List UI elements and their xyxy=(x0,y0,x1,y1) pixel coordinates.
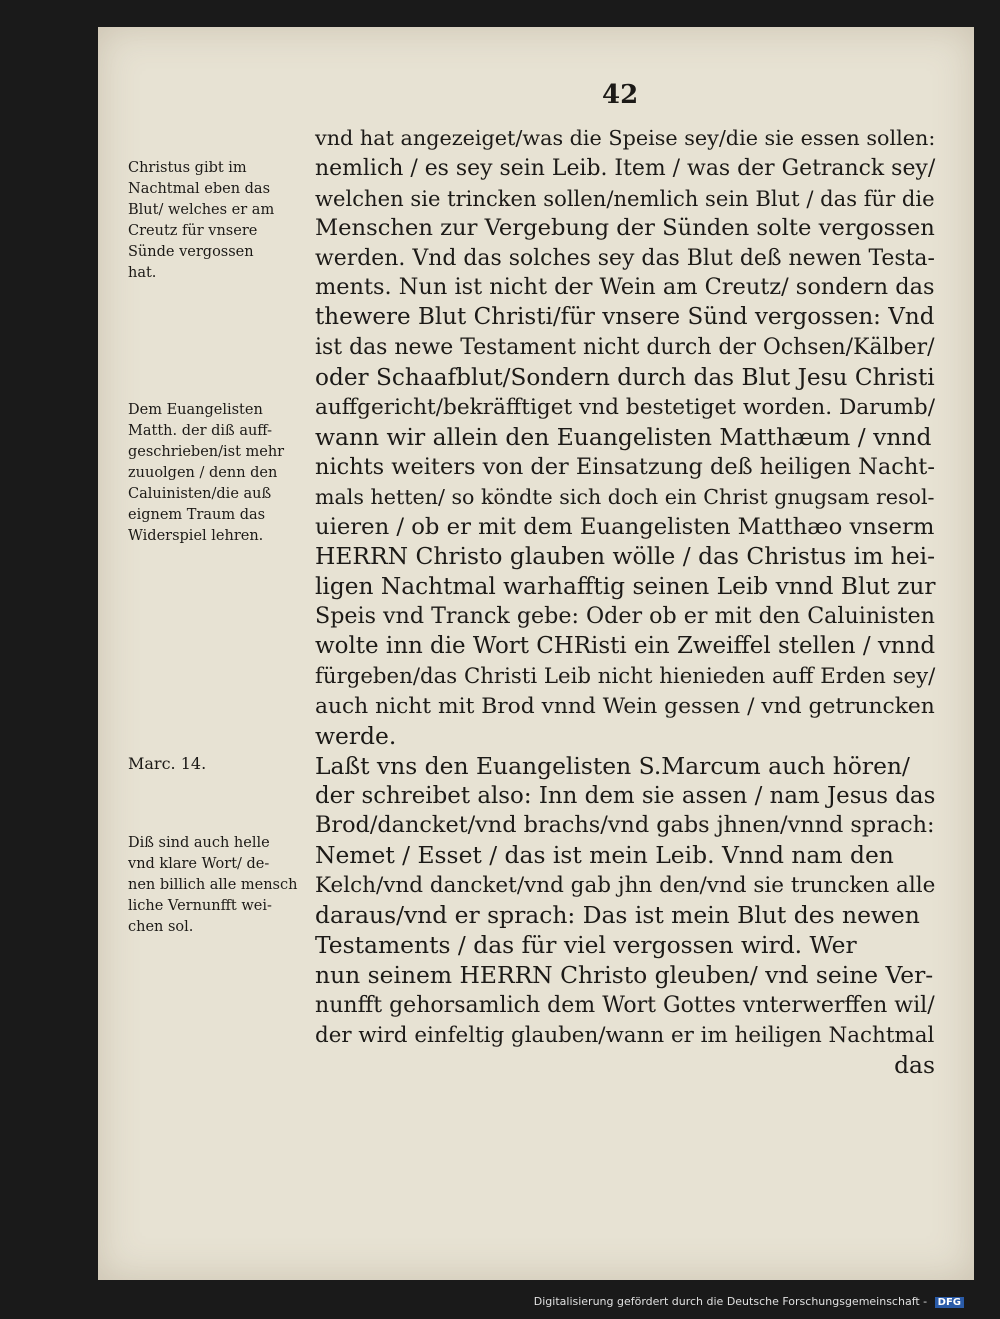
margin-note-line: vnd klare Wort/ de- xyxy=(128,856,270,872)
margin-note-line: Widerspiel lehren. xyxy=(128,528,264,544)
text-line: nemlich / es sey sein Leib. Item / was der Getranck sey/ xyxy=(315,155,936,181)
text-line: der schreibet also: Inn dem sie assen / nam Jesus das xyxy=(315,782,936,809)
margin-note-line: geschrieben/ist mehr xyxy=(128,444,285,460)
text-line: Speis vnd Tranck gebe: Oder ob er mit den Caluinisten xyxy=(315,603,935,630)
text-line: wolte inn die Wort CHRisti ein Zweiffel stellen / vnnd xyxy=(315,633,936,660)
margin-note-line: Sünde vergossen xyxy=(128,244,254,260)
text-line: Laßt vns den Euangelisten S.Marcum auch hören/ xyxy=(315,751,910,780)
margin-note-christus xyxy=(128,158,310,284)
catchword: das xyxy=(894,1050,935,1079)
text-line: oder Schaafblut/Sondern durch das Blut Jesu Christi xyxy=(315,364,935,392)
margin-note-line: Marc. 14. xyxy=(128,754,207,773)
text-line: ments. Nun ist nicht der Wein am Creutz/ sondern das xyxy=(315,274,935,301)
margin-note-line: eignem Traum das xyxy=(128,507,266,523)
text-line: Menschen zur Vergebung der Sünden solte vergossen xyxy=(315,214,935,241)
text-line: Nemet / Esset / das ist mein Leib. Vnnd nam den xyxy=(315,841,894,870)
text-line: werde. xyxy=(315,721,397,750)
text-line: thewere Blut Christi/für vnsere Sünd vergossen: Vnd xyxy=(315,304,935,331)
text-line: ist das newe Testament nicht durch der Ochsen/Kälber/ xyxy=(315,335,935,361)
margin-note-wort xyxy=(128,833,310,938)
text-line: wann wir allein den Euangelisten Matthæum / vnnd xyxy=(315,422,932,451)
text-line: HERRN Christo glauben wölle / das Christus im hei- xyxy=(315,542,936,571)
text-line: uieren / ob er mit dem Euangelisten Matthæo vnserm xyxy=(315,513,935,540)
text-line: nun seinem HERRN Christo gleuben/ vnd seine Ver- xyxy=(315,960,934,989)
main-text-column xyxy=(315,124,935,1081)
margin-note-line: Matth. der diß auff- xyxy=(128,423,272,439)
digitization-footer xyxy=(534,1295,964,1308)
margin-note-line: Nachtmal eben das xyxy=(128,181,271,197)
margin-note-line: zuuolgen / denn den xyxy=(128,465,278,481)
margin-note-line: chen sol. xyxy=(128,919,194,935)
text-line: ligen Nachtmal warhafftig seinen Leib vnnd Blut zur xyxy=(315,573,936,601)
text-line: der wird einfeltig glauben/wann er im heiligen Nachtmal xyxy=(315,1022,935,1048)
margin-note-line: nen billich alle mensch xyxy=(128,877,298,893)
text-line: fürgeben/das Christi Leib nicht hienieden auff Erden sey/ xyxy=(315,664,936,690)
margin-note-line: Dem Euangelisten xyxy=(128,402,263,418)
text-line: werden. Vnd das solches sey das Blut deß newen Testa- xyxy=(315,245,935,271)
text-line: nunfft gehorsamlich dem Wort Gottes vnterwerffen wil/ xyxy=(315,992,935,1018)
text-line: mals hetten/ so köndte sich doch ein Christ gnugsam resol- xyxy=(315,484,935,509)
margin-note-line: hat. xyxy=(128,265,157,281)
margin-note-line: liche Vernunfft wei- xyxy=(128,898,272,914)
margin-note-line: Caluinisten/die auß xyxy=(128,486,272,502)
text-line: vnd hat angezeiget/was die Speise sey/die sie essen sollen: xyxy=(315,126,936,150)
margin-note-line: Christus gibt im xyxy=(128,160,247,176)
text-line: auffgericht/bekräfftiget vnd bestetiget worden. Darumb/ xyxy=(315,395,936,421)
margin-note-line: Diß sind auch helle xyxy=(128,835,270,851)
page-number: 42 xyxy=(602,80,639,110)
text-line: auch nicht mit Brod vnnd Wein gessen / vnd getruncken xyxy=(315,693,935,719)
dfg-logo: DFG xyxy=(935,1297,964,1308)
text-line: nichts weiters von der Einsatzung deß heiligen Nacht- xyxy=(315,453,935,480)
text-line: daraus/vnd er sprach: Das ist mein Blut des newen xyxy=(315,901,920,930)
text-line: welchen sie trincken sollen/nemlich sein Blut / das für die xyxy=(315,185,935,211)
footer-credit: Digitalisierung gefördert durch die Deutsche Forschungsgemeinschaft - xyxy=(533,1295,928,1308)
text-line: Kelch/vnd dancket/vnd gab jhn den/vnd sie truncken alle xyxy=(315,873,936,899)
margin-note-marc xyxy=(128,753,310,774)
margin-note-line: Blut/ welches er am xyxy=(128,202,275,218)
margin-note-line: Creutz für vnsere xyxy=(128,223,258,239)
text-line: Brod/dancket/vnd brachs/vnd gabs jhnen/vnnd sprach: xyxy=(315,812,935,839)
text-line: Testaments / das für viel vergossen wird. Wer xyxy=(315,931,857,960)
margin-note-euangelisten xyxy=(128,400,310,547)
